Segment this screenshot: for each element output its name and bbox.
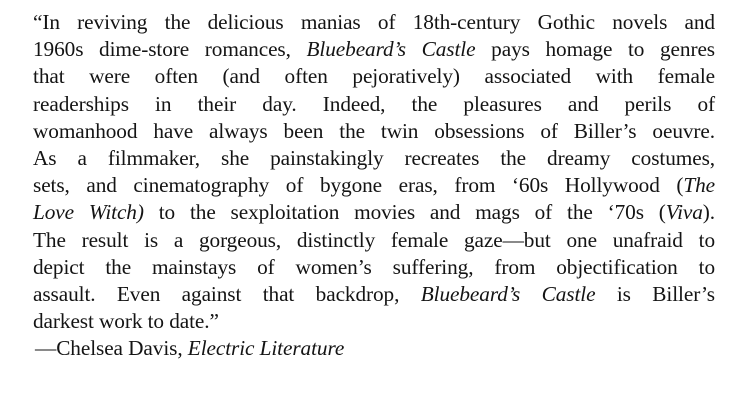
quote-line xyxy=(33,281,715,308)
quote-text: depict the mainstays of women’s suffering, from objectification to xyxy=(33,254,715,279)
quote-line xyxy=(33,308,715,335)
quote-text: As a filmmaker, she painstakingly recreates the dreamy costumes, xyxy=(33,145,715,170)
quote-line xyxy=(33,145,715,172)
attribution-author: —Chelsea Davis, xyxy=(35,336,188,361)
quote-line xyxy=(33,172,715,199)
review-quote xyxy=(33,9,715,362)
quote-text: “In reviving the delicious manias of 18th-century Gothic novels and xyxy=(33,10,715,34)
quote-text: The result is a gorgeous, distinctly female gaze—but one unafraid to xyxy=(33,227,715,252)
quote-text: womanhood have always been the twin obsessions of Biller’s oeuvre. xyxy=(33,118,715,143)
attribution-publication: Electric Literature xyxy=(187,336,345,361)
quote-line xyxy=(33,36,715,63)
quote-text: pays homage to genres xyxy=(475,37,715,62)
quote-line xyxy=(33,199,715,226)
italic-title-text: Viva xyxy=(665,200,703,225)
italic-title-text: Bluebeard’s Castle xyxy=(306,37,476,62)
quote-line xyxy=(33,227,715,254)
quote-line xyxy=(33,118,715,145)
italic-title-text: Love Witch) xyxy=(33,200,144,225)
quote-text: readerships in their day. Indeed, the pleasures and perils of xyxy=(33,91,715,116)
quote-text: sets, and cinematography of bygone eras, from ‘60s Hollywood ( xyxy=(33,173,684,198)
quote-line xyxy=(33,9,715,36)
quote-text: is Biller’s xyxy=(595,281,715,306)
quote-attribution xyxy=(35,335,715,362)
quote-line xyxy=(33,254,715,281)
quote-text: ). xyxy=(702,200,715,225)
quote-text: 1960s dime-store romances, xyxy=(33,37,307,62)
italic-title-text: Bluebeard’s Castle xyxy=(420,281,596,306)
quote-text: assault. Even against that backdrop, xyxy=(33,281,421,306)
quote-text: that were often (and often pejoratively) associated with female xyxy=(33,64,715,89)
quote-text: to the sexploitation movies and mags of the ‘70s ( xyxy=(143,200,666,225)
quote-text: darkest work to date.” xyxy=(33,309,219,334)
quote-line xyxy=(33,63,715,90)
quote-body xyxy=(33,9,715,335)
italic-title-text: The xyxy=(683,173,715,198)
quote-line xyxy=(33,91,715,118)
